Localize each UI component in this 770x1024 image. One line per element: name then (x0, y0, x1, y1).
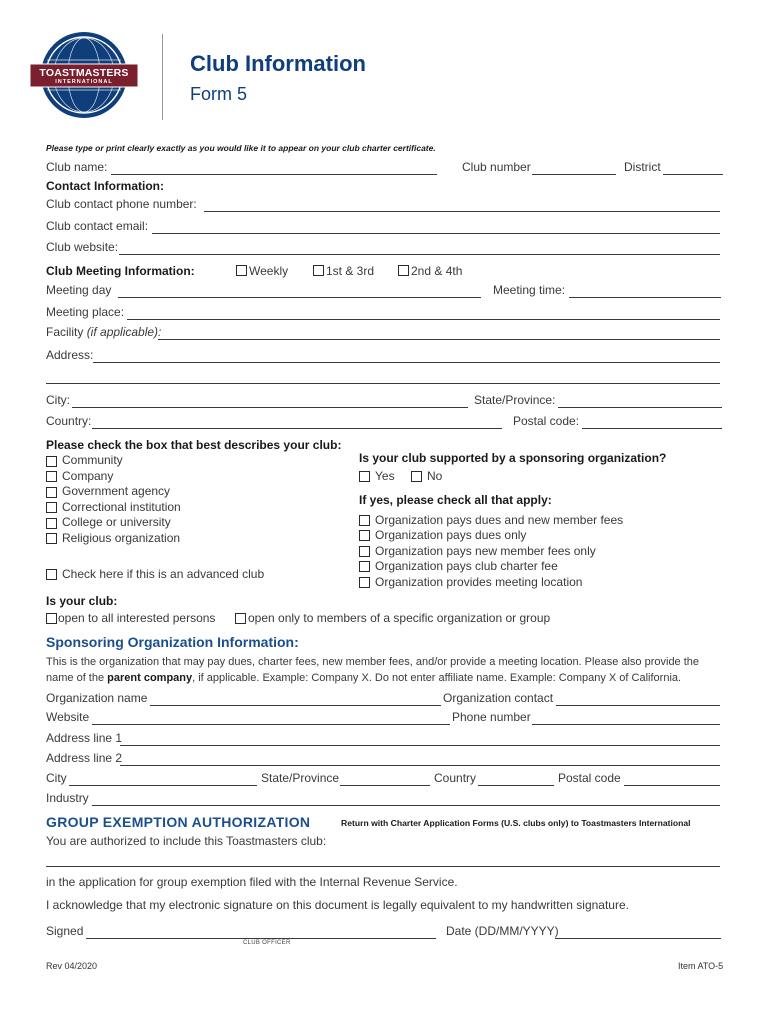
org-state-field[interactable] (340, 785, 430, 786)
sponsor-info-heading: Sponsoring Organization Information: (46, 634, 299, 650)
club-type-checkbox-government[interactable] (46, 487, 57, 498)
district-label: District (624, 160, 661, 174)
address-label: Address: (46, 348, 94, 362)
advanced-club-checkbox[interactable] (46, 569, 57, 580)
sponsor-option-checkbox-charter-fee[interactable] (359, 561, 370, 572)
open-specific-label: open only to members of a specific organization or group (248, 611, 551, 625)
instruction-text: Please type or print clearly exactly as you would like it to appear on your club charter certificate. (46, 143, 436, 153)
contact-email-label: Club contact email: (46, 219, 149, 233)
group-exemption-heading: GROUP EXEMPTION AUTHORIZATION (46, 814, 311, 830)
club-type-label-correctional: Correctional institution (62, 500, 181, 514)
return-note: Return with Charter Application Forms (U.S. clubs only) to Toastmasters International (341, 818, 691, 828)
sponsor-option-label-dues-fees: Organization pays dues and new member fees (375, 513, 624, 527)
sponsor-info-paragraph-1: This is the organization that may pay dues, charter fees, new member fees, and/or provide a meeting location. Please also provide the (46, 656, 700, 668)
weekly-label: Weekly (249, 264, 289, 278)
authorized-club-field[interactable] (46, 866, 720, 867)
is-your-club-heading: Is your club: (46, 594, 118, 608)
meeting-place-label: Meeting place: (46, 305, 125, 319)
club-type-label-company: Company (62, 469, 114, 483)
sponsoring-question-heading: Is your club supported by a sponsoring organization? (359, 451, 667, 465)
club-name-label: Club name: (46, 160, 108, 174)
sponsor-no-checkbox[interactable] (411, 471, 422, 482)
open-all-label: open to all interested persons (58, 611, 216, 625)
header-divider (162, 34, 163, 120)
org-name-label: Organization name (46, 691, 148, 705)
facility-note: (if applicable): (86, 325, 162, 339)
facility-field[interactable] (158, 339, 720, 340)
advanced-club-label: Check here if this is an advanced club (62, 567, 265, 581)
open-all-checkbox[interactable] (46, 613, 57, 624)
club-number-label: Club number (462, 160, 531, 174)
date-field[interactable] (555, 938, 721, 939)
club-website-field[interactable] (119, 254, 720, 255)
org-postal-label: Postal code (558, 771, 621, 785)
org-city-field[interactable] (69, 785, 257, 786)
club-type-checkbox-company[interactable] (46, 471, 57, 482)
district-field[interactable] (663, 174, 723, 175)
parent-company-emphasis: parent company (107, 672, 193, 684)
item-number-label: Item ATO-5 (678, 961, 724, 971)
weekly-checkbox[interactable] (236, 265, 247, 276)
first-third-label: 1st & 3rd (326, 264, 375, 278)
sponsor-option-checkbox-dues-only[interactable] (359, 530, 370, 541)
signature-field[interactable] (86, 938, 436, 939)
facility-label (46, 325, 161, 339)
org-phone-field[interactable] (532, 724, 720, 725)
address-line-1-label: Address line 1 (46, 731, 123, 745)
org-city-label: City (46, 771, 67, 785)
org-phone-label: Phone number (452, 710, 531, 724)
toastmasters-logo (28, 30, 140, 120)
second-fourth-label: 2nd & 4th (411, 264, 463, 278)
date-label: Date (DD/MM/YYYY) (446, 924, 559, 938)
meeting-day-field[interactable] (118, 297, 481, 298)
industry-field[interactable] (92, 805, 720, 806)
club-type-label-community: Community (62, 453, 123, 467)
page-subtitle: Form 5 (190, 84, 248, 104)
club-type-checkbox-correctional[interactable] (46, 502, 57, 513)
sponsor-option-checkbox-member-fees[interactable] (359, 546, 370, 557)
country-label: Country: (46, 414, 92, 428)
sponsor-option-checkbox-location[interactable] (359, 577, 370, 588)
meeting-info-heading: Club Meeting Information: (46, 264, 195, 278)
club-type-checkbox-community[interactable] (46, 456, 57, 467)
club-website-label: Club website: (46, 240, 119, 254)
club-type-checkbox-college[interactable] (46, 518, 57, 529)
page-title: Club Information (190, 51, 366, 76)
org-contact-label: Organization contact (443, 691, 554, 705)
sponsor-info-paragraph-2 (46, 670, 726, 686)
sponsor-yes-label: Yes (375, 469, 395, 483)
address-line-2-field[interactable] (120, 765, 720, 766)
club-type-heading: Please check the box that best describes your club: (46, 438, 342, 452)
revision-label: Rev 04/2020 (46, 961, 98, 971)
org-name-field[interactable] (150, 705, 441, 706)
contact-phone-label: Club contact phone number: (46, 197, 197, 211)
facility-label-text: Facility (46, 325, 84, 339)
org-website-field[interactable] (92, 724, 450, 725)
club-officer-caption: CLUB OFFICER (243, 940, 291, 946)
club-number-field[interactable] (532, 174, 616, 175)
org-country-field[interactable] (478, 785, 554, 786)
industry-label: Industry (46, 791, 89, 805)
address-line-1-field[interactable] (120, 745, 720, 746)
logo-text-bottom: INTERNATIONAL (55, 79, 113, 85)
sponsor-info-paragraph-2a: name of the (46, 672, 108, 684)
org-website-label: Website (46, 710, 90, 724)
postal-field[interactable] (582, 428, 722, 429)
acknowledge-text: I acknowledge that my electronic signature on this document is legally equivalent to my handwritten signature. (46, 898, 629, 912)
meeting-time-label: Meeting time: (493, 283, 566, 297)
address-field-2[interactable] (46, 383, 720, 384)
contact-phone-field[interactable] (204, 211, 720, 212)
sponsor-option-label-member-fees: Organization pays new member fees only (375, 544, 596, 558)
city-label: City: (46, 393, 70, 407)
country-field[interactable] (92, 428, 502, 429)
club-type-label-religious: Religious organization (62, 531, 181, 545)
club-type-checkbox-religious[interactable] (46, 533, 57, 544)
state-label: State/Province: (474, 393, 556, 407)
postal-label: Postal code: (513, 414, 580, 428)
meeting-place-field[interactable] (127, 319, 720, 320)
sponsor-option-label-location: Organization provides meeting location (375, 575, 583, 589)
if-yes-heading: If yes, please check all that apply: (359, 493, 552, 507)
meeting-time-field[interactable] (569, 297, 721, 298)
first-third-checkbox[interactable] (313, 265, 324, 276)
sponsor-yes-checkbox[interactable] (359, 471, 370, 482)
second-fourth-checkbox[interactable] (398, 265, 409, 276)
org-postal-field[interactable] (624, 785, 720, 786)
contact-info-heading: Contact Information: (46, 179, 164, 193)
sponsor-option-label-dues-only: Organization pays dues only (375, 528, 527, 542)
logo-text-top: TOASTMASTERS (39, 67, 129, 79)
signed-label: Signed (46, 924, 84, 938)
org-contact-field[interactable] (556, 705, 720, 706)
address-line-2-label: Address line 2 (46, 751, 123, 765)
sponsor-info-paragraph-2c: , if applicable. Example: Company X. Do not enter affiliate name. Example: Company X of California. (192, 672, 682, 684)
city-field[interactable] (72, 407, 468, 408)
sponsor-option-checkbox-dues-fees[interactable] (359, 515, 370, 526)
contact-email-field[interactable] (152, 233, 720, 234)
state-field[interactable] (558, 407, 722, 408)
authorized-text: You are authorized to include this Toastmasters club: (46, 834, 327, 848)
application-text: in the application for group exemption filed with the Internal Revenue Service. (46, 875, 458, 889)
club-type-label-government: Government agency (62, 484, 171, 498)
org-state-label: State/Province (261, 771, 340, 785)
open-specific-checkbox[interactable] (235, 613, 246, 624)
address-field-1[interactable] (93, 362, 720, 363)
meeting-day-label: Meeting day (46, 283, 112, 297)
org-country-label: Country (434, 771, 477, 785)
sponsor-no-label: No (427, 469, 443, 483)
club-type-label-college: College or university (62, 515, 171, 529)
sponsor-option-label-charter-fee: Organization pays club charter fee (375, 559, 558, 573)
club-name-field[interactable] (111, 174, 437, 175)
